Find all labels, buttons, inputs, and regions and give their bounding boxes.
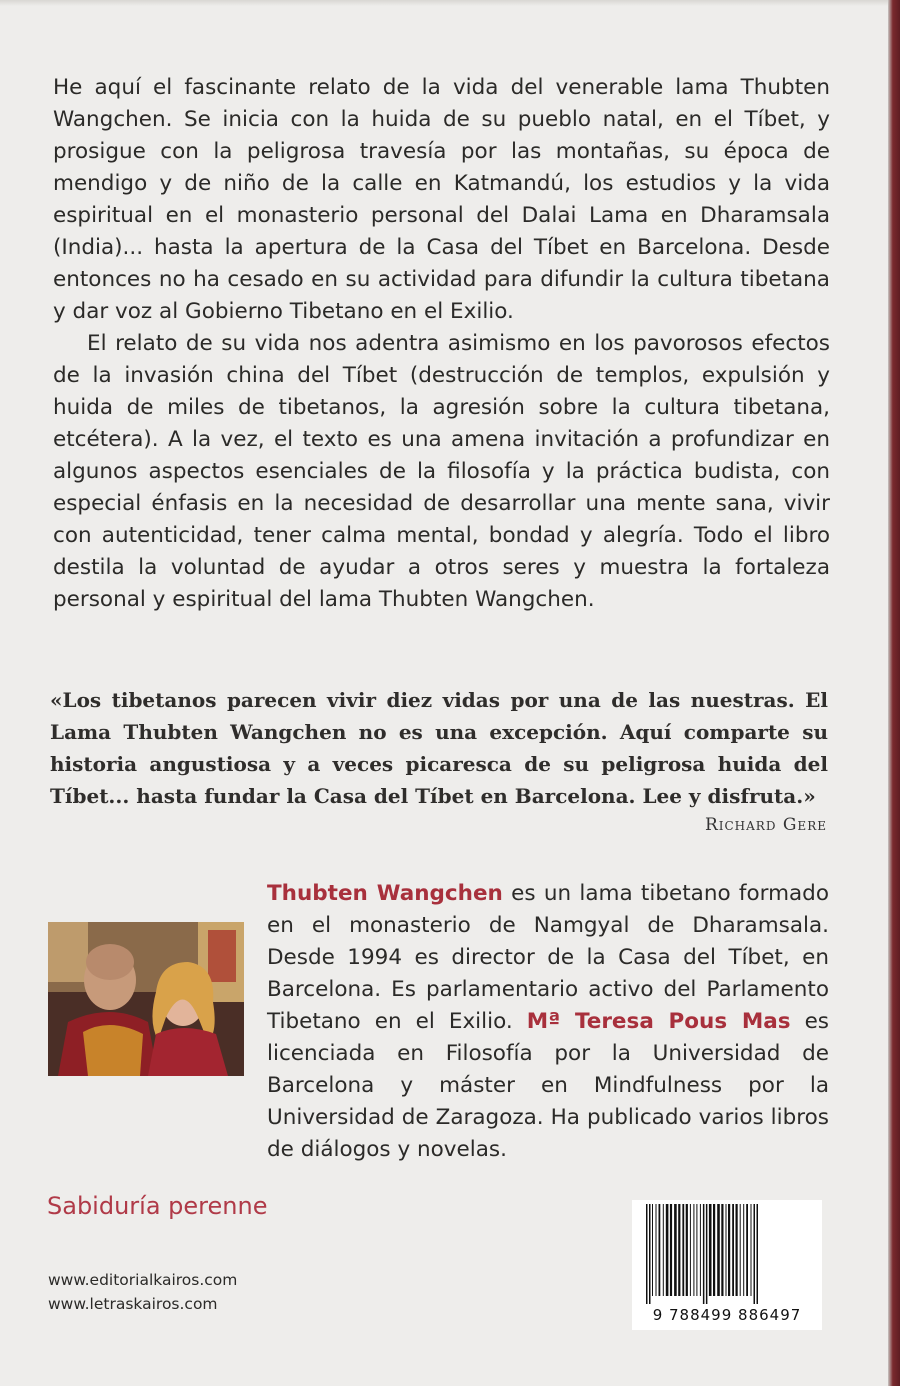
isbn-number: 9 788499 886497 (652, 1306, 802, 1324)
barcode-bar (751, 1204, 752, 1296)
website-link-1[interactable]: www.editorialkairos.com (48, 1271, 238, 1289)
barcode-bar (740, 1204, 741, 1296)
cover-spine-edge (888, 0, 900, 1386)
barcode-bar (663, 1204, 664, 1296)
barcode-bar (721, 1204, 723, 1296)
barcode-bar (746, 1204, 748, 1296)
endorsement-author: Richard Gere (704, 815, 827, 835)
barcode-bar (696, 1204, 697, 1296)
barcode-bar (717, 1204, 720, 1296)
barcode-bar (754, 1204, 756, 1304)
barcode-bar (700, 1204, 701, 1296)
barcode-bar (736, 1204, 738, 1296)
barcode-bars (632, 1200, 822, 1306)
barcode-bar (709, 1204, 712, 1296)
barcode-bar (732, 1204, 734, 1296)
website-link-2[interactable]: www.letraskairos.com (48, 1295, 218, 1313)
barcode-bar (713, 1204, 715, 1296)
barcode-bar (649, 1204, 651, 1304)
blurb-paragraph-2: El relato de su vida nos adentra asimismo en los pavorosos efectos de la invasión china del Tíbet (destrucción de templos, expulsión y huida de miles de tibetanos, la agresión sobre la cultura tibetana, etcétera). A la vez, el texto es una amena invitación a profundizar en algunos aspectos esenciales de la filosofía y la práctica budista, con especial énfasis en la necesidad de desarrollar una mente sana, vivir con autenticidad, tener calma mental, bondad y alegría. Todo el libro destila la voluntad de ayudar a otros seres y muestra la fortaleza personal y espiritual del lama Thubten Wangchen. (53, 331, 830, 612)
back-cover-blurb (53, 72, 830, 616)
endorsement-quote: «Los tibetanos parecen vivir diez vidas por una de las nuestras. El Lama Thubten Wangchen no es una excepción. Aquí comparte su historia angustiosa y a veces picaresca de su peligrosa huida del Tíbet... hasta fundar la Casa del Tíbet en Barcelona. Lee y disfruta.» (50, 688, 828, 808)
authors-photo (48, 922, 244, 1076)
barcode-bar (690, 1204, 691, 1296)
barcode-bar (646, 1204, 648, 1304)
barcode-bar (728, 1204, 730, 1296)
barcode-bar (757, 1204, 759, 1304)
collection-name: Sabiduría perenne (47, 1192, 268, 1220)
authors-bio (267, 878, 829, 1166)
author-1-name: Thubten Wangchen (267, 881, 503, 906)
cover-top-edge (0, 0, 888, 6)
barcode-bar (703, 1204, 705, 1304)
barcode-bar (674, 1204, 677, 1296)
authors-photo-image (48, 922, 244, 1076)
barcode-bar (656, 1204, 657, 1296)
author-1-bio: es un lama tibetano formado en el monasterio de Namgyal de Dharamsala. Desde 1994 es director de la Casa del Tíbet, en Barcelona. Es parlamentario activo del Parlamento Tibetano en el Exilio. (267, 881, 829, 1034)
barcode-bar (682, 1204, 684, 1296)
barcode-bar (743, 1204, 744, 1296)
barcode-bar (670, 1204, 672, 1296)
barcode-bar (726, 1204, 727, 1296)
author-2-name: Mª Teresa Pous Mas (526, 1009, 791, 1034)
author-2-bio: es licenciada en Filosofía por la Universidad de Barcelona y máster en Mindfulness por la Universidad de Zaragoza. Ha publicado varios libros de diálogos y novelas. (267, 1009, 829, 1162)
barcode-bar (686, 1204, 688, 1296)
barcode-bar (659, 1204, 661, 1296)
blurb-paragraph-1: He aquí el fascinante relato de la vida del venerable lama Thubten Wangchen. Se inicia con la huida de su pueblo natal, en el Tíbet, y prosigue con la peligrosa travesía por las montañas, su época de mendigo y de niño de la calle en Katmandú, los estudios y la vida espiritual en el monasterio personal del Dalai Lama en Dharamsala (India)... hasta la apertura de la Casa del Tíbet en Barcelona. Desde entonces no ha cesado en su actividad para difundir la cultura tibetana y dar voz al Gobierno Tibetano en el Exilio. (53, 75, 830, 324)
barcode-bar (678, 1204, 680, 1296)
barcode-bar (706, 1204, 708, 1304)
barcode-bar (666, 1204, 669, 1296)
barcode-bar (652, 1204, 653, 1296)
barcode-bar (693, 1204, 694, 1296)
